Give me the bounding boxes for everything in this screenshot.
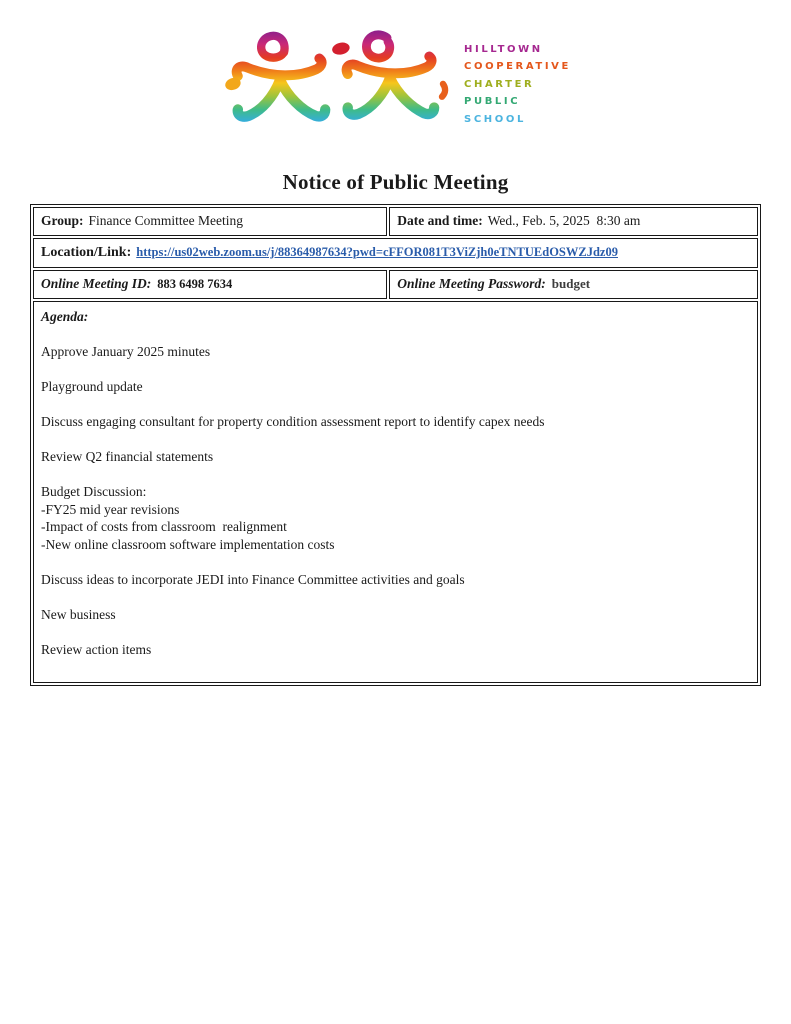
table-row-location (33, 238, 758, 268)
agenda-subitem: -Impact of costs from classroom realignment (41, 519, 287, 534)
meeting-id-label: Online Meeting ID: (41, 276, 152, 291)
school-name-line: PUBLIC (464, 96, 521, 108)
agenda-item: Budget Discussion: (41, 484, 147, 499)
group-cell (33, 207, 387, 236)
datetime-cell (389, 207, 758, 236)
group-label: Group: (41, 213, 84, 228)
school-logo (0, 0, 791, 134)
meeting-id-value: 883 6498 7634 (157, 277, 233, 291)
agenda-item: Approve January 2025 minutes (41, 344, 211, 359)
group-value: Finance Committee Meeting (88, 213, 243, 228)
school-name (464, 41, 571, 128)
table-row-group-date (33, 207, 758, 236)
table-row-id-password (33, 270, 758, 299)
agenda-subitem: -New online classroom software implementation costs (41, 536, 335, 552)
datetime-label: Date and time: (397, 213, 483, 228)
meeting-id-cell (33, 270, 387, 299)
agenda-item: Discuss ideas to incorporate JEDI into Finance Committee activities and goals (41, 571, 465, 587)
location-label: Location/Link: (41, 245, 132, 260)
datetime-value: Wed., Feb. 5, 2025 8:30 am (487, 213, 641, 228)
table-row-agenda (33, 301, 758, 683)
school-name-line: HILLTOWN (464, 44, 543, 55)
agenda-item: Review action items (41, 641, 152, 657)
dancing-figures-icon (220, 28, 452, 134)
agenda-item: New business (41, 606, 116, 622)
password-label: Online Meeting Password: (397, 276, 546, 291)
agenda-heading: Agenda: (41, 309, 89, 324)
school-name-line: SCHOOL (464, 113, 526, 125)
school-name-line: COOPERATIVE (464, 61, 571, 73)
agenda-subitem: -FY25 mid year revisions (41, 501, 180, 517)
location-cell (33, 238, 758, 268)
agenda-item: Playground update (41, 379, 143, 394)
page-title: Notice of Public Meeting (282, 170, 509, 194)
school-name-line: CHARTER (464, 78, 535, 90)
agenda-item: Discuss engaging consultant for property condition assessment report to identify capex needs (41, 414, 545, 429)
agenda-budget-discussion-group (41, 483, 749, 553)
zoom-meeting-link[interactable]: https://us02web.zoom.us/j/88364987634?pwd=cFFOR081T3ViZjh0eTNTUEdOSWZJdz09 (136, 245, 618, 259)
meeting-info-table (30, 204, 761, 686)
agenda-cell (33, 301, 758, 683)
password-cell (389, 270, 758, 299)
password-value: budget (551, 276, 591, 291)
agenda-item: Review Q2 financial statements (41, 449, 214, 464)
